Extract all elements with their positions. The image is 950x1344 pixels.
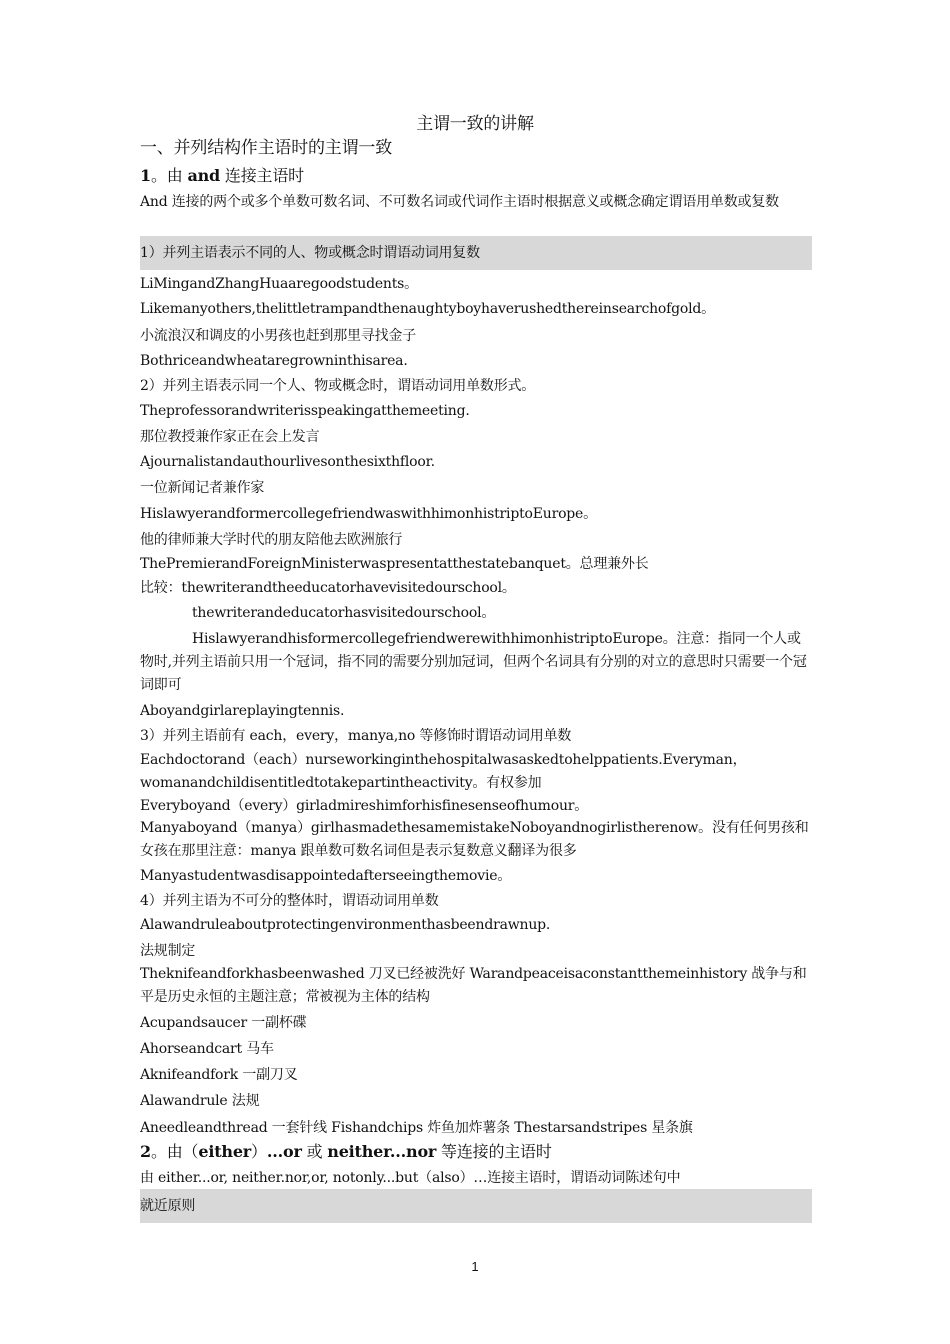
example-line: LiMingandZhangHuaaregoodstudents。: [140, 276, 418, 292]
example-line: Likemanyothers,thelittletrampandthenaughtyboyhaverushedthereinsearchofgold。: [140, 301, 715, 317]
translation-line: 一位新闻记者兼作家: [140, 480, 265, 496]
example-line: Theprofessorandwriterisspeakingatthemeeting.: [140, 403, 470, 419]
example-line: Manyastudentwasdisappointedafterseeingthemovie。: [140, 868, 512, 884]
rule-4: 4）并列主语为不可分的整体时，谓语动词用单数: [140, 893, 439, 909]
example-line: Ahorseandcart 马车: [140, 1041, 274, 1057]
translation-line: 小流浪汉和调皮的小男孩也赶到那里寻找金子: [140, 328, 416, 344]
subsection-heading-1: 1。由 and 连接主语时: [140, 166, 304, 185]
example-line: Acupandsaucer 一副杯碟: [140, 1015, 307, 1031]
example-line: ThePremierandForeignMinisterwaspresentatthestatebanquet。总理兼外长: [140, 556, 649, 572]
example-line: Bothriceandwheataregrowninthisarea.: [140, 353, 408, 369]
rule-1-shaded: 1）并列主语表示不同的人、物或概念时谓语动词用复数: [140, 236, 812, 270]
translation-line: 法规制定: [140, 943, 196, 959]
example-line: Alawandrule 法规: [140, 1093, 260, 1109]
translation-line: 那位教授兼作家正在会上发言: [140, 429, 320, 445]
example-line: HislawyerandformercollegefriendwaswithhimonhistriptoEurope。: [140, 506, 597, 522]
translation-line: 他的律师兼大学时代的朋友陪他去欧洲旅行: [140, 532, 403, 548]
page-title: 主谓一致的讲解: [416, 114, 534, 134]
compare-note: HislawyerandhisformercollegefriendwerewithhimonhistriptoEurope。注意：指同一个人或物时,并列主语前只用一个冠词，指不同的需要分别加冠词，但两个名词具有分别的对立的意思时只需要一个冠词即可: [140, 631, 807, 693]
subsection-number: 1: [140, 166, 151, 185]
rule-3: 3）并列主语前有 each，every，manya,no 等修饰时谓语动词用单数: [140, 728, 572, 744]
rule-5: 由 either...or, neither.nor,or, notonly...but（also）…连接主语时，谓语动词陈述句中: [140, 1170, 681, 1186]
rule-2: 2）并列主语表示同一个人、物或概念时，谓语动词用单数形式。: [140, 378, 536, 394]
example-line: Ajournalistandauthourlivesonthesixthfloor.: [140, 454, 435, 470]
rule-5-shaded: 就近原则: [140, 1189, 812, 1223]
example-paragraph: Manyaboyand（manya）girlhasmadethesamemistakeNoboyandnogirlistherenow。没有任何男孩和女孩在那里注意：manya 跟单数可数名词但是表示复数意义翻译为很多: [140, 820, 809, 859]
example-line: Aknifeandfork 一副刀叉: [140, 1067, 298, 1083]
page-number: 1: [471, 1259, 479, 1274]
example-line: Alawandruleaboutprotectingenvironmenthasbeendrawnup.: [140, 917, 551, 933]
intro-paragraph: And 连接的两个或多个单数可数名词、不可数名词或代词作主语时根据意义或概念确定谓语用单数或复数: [140, 194, 779, 210]
compare-line: thewriterandeducatorhasvisitedourschool。: [192, 605, 496, 621]
example-line: Everyboyand（every）girladmireshimforhisfinesenseofhumour。: [140, 798, 589, 814]
subsection-heading-2: 2。由（either）...or 或 neither...nor 等连接的主语时: [140, 1142, 552, 1161]
section-heading: 一、并列结构作主语时的主谓一致: [140, 138, 392, 158]
example-line: Aneedleandthread 一套针线 Fishandchips 炸鱼加炸薯条 Thestarsandstripes 星条旗: [140, 1120, 693, 1136]
example-line: Aboyandgirlareplayingtennis.: [140, 703, 345, 719]
compare-line: 比较：thewriterandtheeducatorhavevisitedourschool。: [140, 580, 516, 596]
example-paragraph: Theknifeandforkhasbeenwashed 刀叉已经被洗好 Warandpeaceisaconstantthemeinhistory 战争与和平是历史永恒的主题注意；常被视为主体的结构: [140, 966, 807, 1005]
example-paragraph: Eachdoctorand（each）nurseworkinginthehospitalwasaskedtohelppatients.Everyman，womanandchildisentitledtotakepartintheactivity。有权参加: [140, 752, 747, 791]
